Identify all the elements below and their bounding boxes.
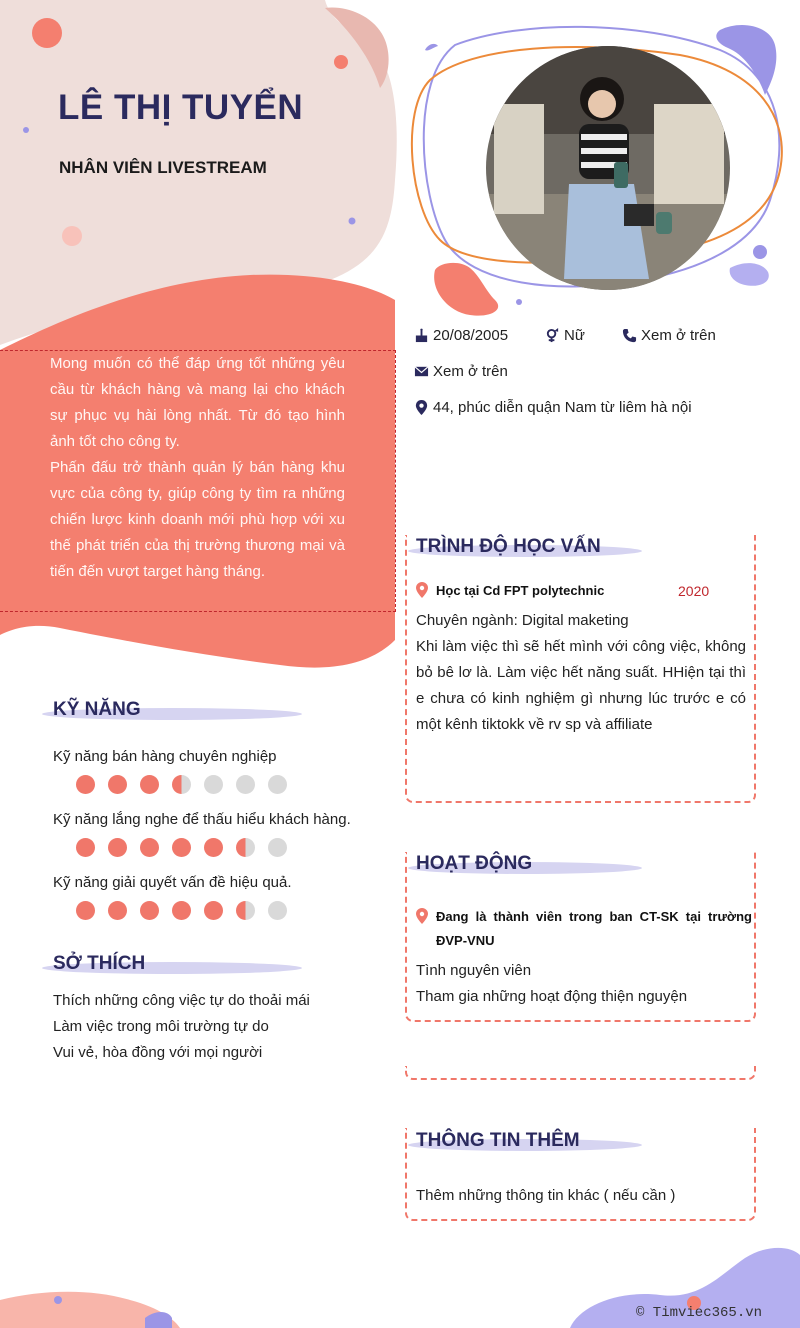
rating-dot: [76, 775, 95, 794]
objective-paragraph: Mong muốn có thể đáp ứng tốt những yêu cầu từ khách hàng và mang lại cho khách sự phục vụ hài lòng nhất. Từ đó tạo hình ảnh tốt cho công ty.: [50, 355, 345, 450]
skill-label: Kỹ năng bán hàng chuyên nghiệp: [53, 748, 277, 765]
contact-phone: [622, 327, 716, 344]
skills-heading: KỸ NĂNG: [53, 699, 141, 720]
rating-dot: [268, 838, 287, 857]
birthday-value: 20/08/2005: [433, 327, 509, 344]
contact-birthday: [414, 327, 508, 344]
hobby-item: Vui vẻ, hòa đồng với mọi người: [53, 1044, 263, 1061]
rating-dot: [140, 901, 159, 920]
activity-line: Tham gia những hoạt động thiện nguyện: [416, 988, 688, 1005]
phone-value: Xem ở trên: [641, 327, 716, 344]
skill-rating: [76, 775, 287, 794]
rating-dot: [76, 901, 95, 920]
career-objective: [50, 351, 345, 585]
objective-paragraph: Phấn đấu trở thành quản lý bán hàng khu vực của công ty, giúp công ty tìm ra những chiến lược kinh doanh mới phù hợp với xu thế phát triển của thị trường thương mại và tiến đến vượt target hàng tháng.: [50, 459, 345, 580]
rating-dot: [172, 838, 191, 857]
gender-icon: [545, 328, 560, 343]
rating-dot: [236, 838, 255, 857]
extra-info-heading: THÔNG TIN THÊM: [416, 1130, 580, 1151]
gender-value: Nữ: [564, 327, 585, 344]
birthday-cake-icon: [414, 328, 429, 343]
rating-dot: [236, 775, 255, 794]
rating-dot: [204, 838, 223, 857]
hobby-item: Làm việc trong môi trường tự do: [53, 1018, 269, 1035]
rating-dot: [140, 838, 159, 857]
rating-dot: [108, 838, 127, 857]
rating-dot: [204, 901, 223, 920]
hobby-item: Thích những công việc tự do thoải mái: [53, 992, 310, 1009]
activity-line: Tình nguyên viên: [416, 962, 532, 979]
education-school: Học tại Cd FPT polytechnic: [436, 583, 605, 598]
contact-email: [414, 363, 508, 380]
rating-dot: [172, 775, 191, 794]
skill-rating: [76, 901, 287, 920]
contact-address: [414, 399, 692, 416]
education-major: Chuyên ngành: Digital maketing: [416, 612, 629, 629]
hobbies-heading: SỞ THÍCH: [53, 953, 146, 974]
empty-section-frame: [405, 1066, 756, 1080]
site-credit: © Timviec365.vn: [636, 1305, 763, 1321]
email-value: Xem ở trên: [433, 363, 508, 380]
rating-dot: [236, 901, 255, 920]
rating-dot: [140, 775, 159, 794]
avatar: [484, 44, 732, 292]
map-pin-icon: [416, 908, 428, 924]
rating-dot: [268, 775, 287, 794]
rating-dot: [268, 901, 287, 920]
email-icon: [414, 364, 429, 379]
rating-dot: [108, 775, 127, 794]
location-pin-icon: [414, 400, 429, 415]
activity-organization: Đang là thành viên trong ban CT-SK tại trường ĐVP-VNU: [436, 909, 752, 948]
rating-dot: [108, 901, 127, 920]
activities-heading: HOẠT ĐỘNG: [416, 853, 533, 874]
extra-info-text: Thêm những thông tin khác ( nếu cần ): [416, 1187, 676, 1204]
skill-label: Kỹ năng giải quyết vấn đề hiệu quả.: [53, 874, 292, 891]
address-value: 44, phúc diễn quận Nam từ liêm hà nội: [433, 399, 692, 416]
rating-dot: [204, 775, 223, 794]
education-year: 2020: [678, 583, 710, 599]
candidate-position: NHÂN VIÊN LIVESTREAM: [59, 158, 267, 177]
rating-dot: [172, 901, 191, 920]
candidate-name: LÊ THỊ TUYỂN: [58, 88, 304, 127]
contact-gender: [545, 327, 585, 344]
skill-rating: [76, 838, 287, 857]
map-pin-icon: [416, 582, 428, 598]
education-heading: TRÌNH ĐỘ HỌC VẤN: [416, 536, 601, 557]
rating-dot: [76, 838, 95, 857]
education-description: Khi làm việc thì sẽ hết mình với công việc, không bỏ bê lơ là. Làm việc hết năng suất. HHiện tại thì e chưa có kinh nghiệm gì nhưng lúc trước e có một kênh tiktokk về rv sp và affiliate: [416, 638, 746, 733]
phone-icon: [622, 328, 637, 343]
skill-label: Kỹ năng lắng nghe để thấu hiểu khách hàng.: [53, 811, 351, 828]
